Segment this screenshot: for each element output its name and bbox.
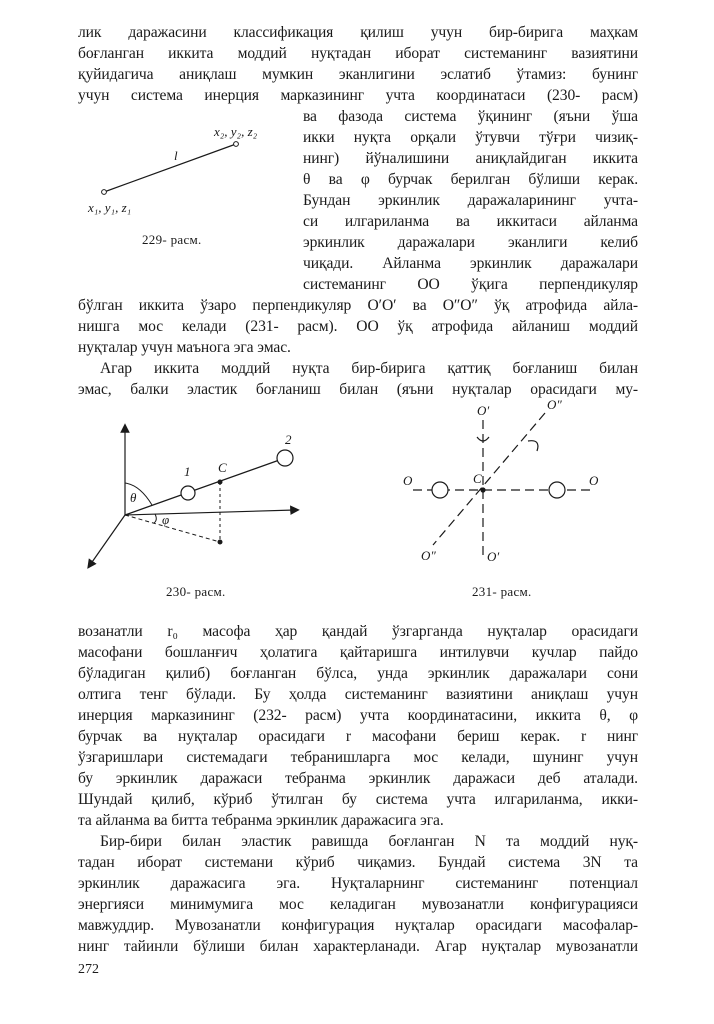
projection-line xyxy=(125,515,220,542)
rod-line xyxy=(104,144,236,192)
text-line: ўзгаришлари системадаги тебранишларга мос келади, шунинг учун xyxy=(78,749,638,766)
label-o-right: O xyxy=(589,473,599,488)
text-line: эркинлик даражалари эканлиги келиб xyxy=(303,234,638,251)
label-o-left: O xyxy=(403,473,413,488)
text-line: эмас, балки эластик боғланиш билан (яъни нуқталар орасидаги му- xyxy=(78,381,638,398)
page-number: 272 xyxy=(78,962,99,977)
label-center: C xyxy=(218,460,227,475)
text-line: нишга мос келади (231- расм). OO ўқ атрофида айланиш моддий xyxy=(78,318,638,335)
point-1 xyxy=(102,190,107,195)
y-axis xyxy=(125,510,295,515)
text-line: икки нуқта орқали ўтувчи тўғри чизиқ- xyxy=(303,129,638,146)
text-line: возанатли r₀ масофа ҳар қандай ўзгарганда нуқталар орасидаги xyxy=(78,623,638,640)
text-line: Шундай қилиб, кўриб ўтилган бу система учта илгариланма, икки- xyxy=(78,791,638,808)
text-line: ва фазода система ўқининг (яъни ўша xyxy=(303,108,638,125)
label-mass-2: 2 xyxy=(285,432,292,447)
label-mass-1: 1 xyxy=(184,464,191,479)
phi-arc xyxy=(154,514,156,523)
figure-231 xyxy=(395,395,615,580)
x-axis xyxy=(90,515,125,565)
figure-229 xyxy=(80,120,300,230)
axis-o2 xyxy=(433,413,545,545)
text-line: бу эркинлик даражаси тебранма эркинлик даражаси деб аталади. xyxy=(78,770,638,787)
text-line: Бир-бири билан эластик равишда боғланган N та моддий нуқ- xyxy=(100,833,638,850)
text-line: си илгариланма ва иккитаси айланма xyxy=(303,213,638,230)
mass-2 xyxy=(277,450,293,466)
text-line: чиқади. Айланма эркинлик даражалари xyxy=(303,255,638,272)
text-line: инерция марказининг (232- расм) учта координатасини, иккита θ, φ xyxy=(78,707,638,724)
text-line: системанинг OO ўқига перпендикуляр xyxy=(303,276,638,293)
label-o1-top: O′ xyxy=(477,403,490,418)
label-theta: θ xyxy=(130,490,137,505)
text-line: нинг) йўналишини аниқлайдиган иккита xyxy=(303,150,638,167)
figure-230-caption: 230- расм. xyxy=(166,584,226,599)
label-o1-bottom: O′ xyxy=(487,549,500,564)
label-o2-top: O″ xyxy=(547,397,562,412)
figure-229-caption: 229- расм. xyxy=(142,232,202,247)
text-line: олтига тенг бўлади. Бу ҳолда системанинг вазиятини аниқлаш учун xyxy=(78,686,638,703)
center-c xyxy=(480,487,485,492)
text-line: боғланган иккита моддий нуқтадан иборат системанинг вазиятини xyxy=(78,45,638,62)
text-line: бўлган иккита ўзаро перпендикуляр O′O′ ва O″O″ ўқ атрофида айла- xyxy=(78,297,638,314)
label-length: l xyxy=(174,148,178,163)
projection-point xyxy=(218,540,223,545)
rod-line xyxy=(125,458,285,515)
text-line: учун система инерция марказининг учта координатаси (230- расм) xyxy=(78,87,638,104)
text-line: бурчак ва нуқталар орасидаги r масофани бериш керак. r нинг xyxy=(78,728,638,745)
text-line: эркинлик даражасига эга. Нуқталарнинг системанинг потенциал xyxy=(78,875,638,892)
text-line: тадан иборат системани кўриб чиқамиз. Бундай система 3N та xyxy=(78,854,638,871)
text-line: бўладиган қилиб) боғланган бўлса, унда эркинлик даражалари сони xyxy=(78,665,638,682)
mass-right xyxy=(549,482,565,498)
text-line: нуқталар учун маънога эга эмас. xyxy=(78,339,291,356)
rotation-arrow-o2 xyxy=(528,441,538,451)
text-line: қуйидагича аниқлаш мумкин эканлигини эслатиб ўтамиз: бунинг xyxy=(78,66,638,83)
label-point-1: x₁, y₁, z₁ xyxy=(88,200,132,215)
figure-230 xyxy=(80,400,320,580)
text-line: энергияси минимумига мос келадиган мувозанатли конфигурацияси xyxy=(78,896,638,913)
text-line: θ ва φ бурчак берилган бўлиши керак. xyxy=(303,171,638,188)
mass-left xyxy=(432,482,448,498)
label-center: C xyxy=(473,471,482,486)
label-phi: φ xyxy=(162,512,170,527)
text-line: та айланма ва битта тебранма эркинлик даражасига эга. xyxy=(78,812,444,829)
text-line: масофани бошланғич ҳолатига қайтаришга интилувчи кучлар пайдо xyxy=(78,644,638,661)
figure-231-caption: 231- расм. xyxy=(472,584,532,599)
point-2 xyxy=(234,142,239,147)
text-line: Бундан эркинлик даражаларининг учта- xyxy=(303,192,638,209)
text-line: лик даражасини классификация қилиш учун бир-бирига маҳкам xyxy=(78,24,638,41)
text-line: Агар иккита моддий нуқта бир-бирига қаттиқ боғланиш билан xyxy=(100,360,638,377)
mass-1 xyxy=(181,486,195,500)
text-line: нинг тайинли бўлиши билан характерланади. Агар нуқталар мувозанатли xyxy=(78,938,638,955)
label-point-2: x₂, y₂, z₂ xyxy=(214,124,258,139)
text-line: мавжуддир. Мувозанатли конфигурация нуқталар орасидаги масофалар- xyxy=(78,917,638,934)
label-o2-bottom: O″ xyxy=(421,548,436,563)
